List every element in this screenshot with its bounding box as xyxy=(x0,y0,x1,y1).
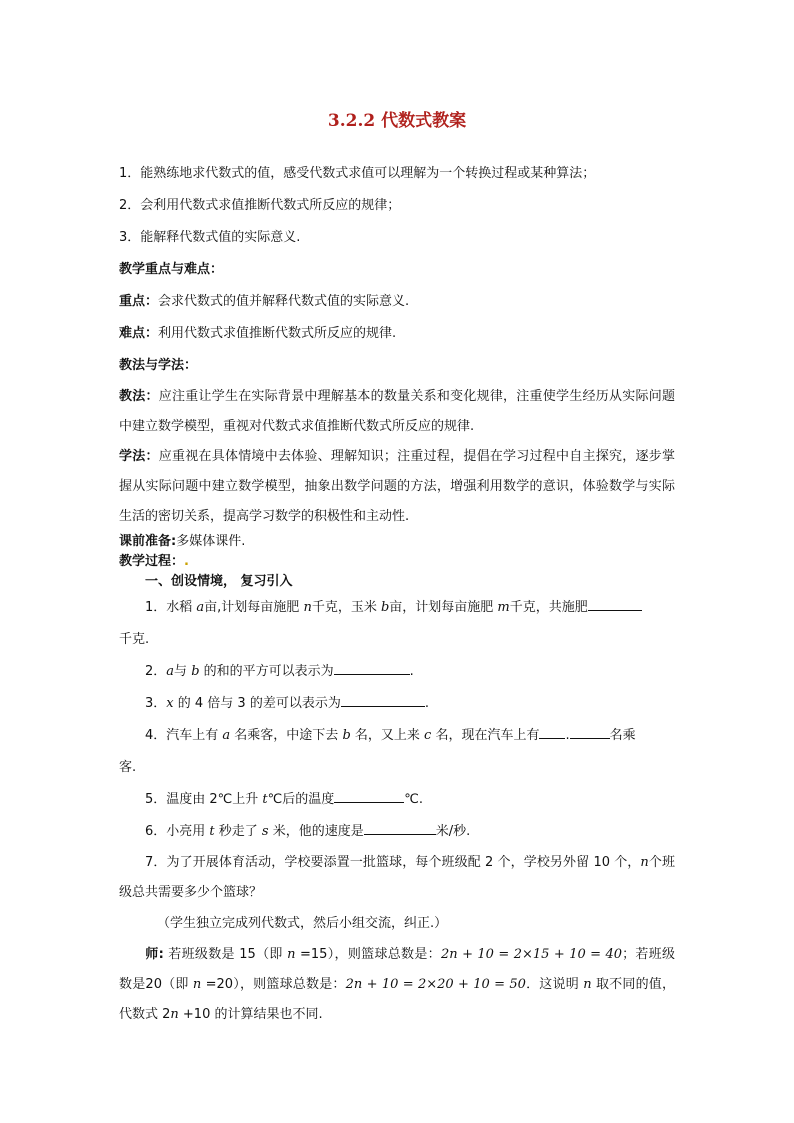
section-1-heading: 一、创设情境， 复习引入 xyxy=(145,574,293,589)
difficulty-label: 难点： xyxy=(119,326,159,341)
answer-blank-4a[interactable] xyxy=(539,726,565,739)
question-3: 3．x 的 4 倍与 3 的差可以表示为 . xyxy=(145,696,429,711)
equation-1: 2n + 10 = 2×15 + 10 = 40 xyxy=(440,947,623,962)
teaching-process-dot: . xyxy=(184,554,189,569)
student-note: （学生独立完成列代数式，然后小组交流，纠正.） xyxy=(157,916,448,931)
question-4-continued: 客. xyxy=(119,760,137,775)
equation-2: 2n + 10 = 2×20 + 10 = 50 xyxy=(345,977,526,992)
learning-method-label: 学法： xyxy=(119,449,159,464)
answer-blank-2[interactable] xyxy=(334,662,410,675)
answer-blank-4b[interactable] xyxy=(570,726,610,739)
question-4: 4．汽车上有 a 名乘客，中途下去 b 名，又上来 c 名，现在汽车上有 . 名乘 xyxy=(145,728,636,743)
question-2: 2．a与 b 的和的平方可以表示为 . xyxy=(145,664,414,679)
question-6: 6．小亮用 t 秒走了 s 米，他的速度是 米/秒. xyxy=(145,824,471,839)
answer-blank-3[interactable] xyxy=(341,694,425,707)
key-point-text: 会求代数式的值并解释代数式值的实际意义. xyxy=(158,294,410,309)
class-prep-text: 多媒体课件. xyxy=(176,534,246,549)
focus-heading: 教学重点与难点： xyxy=(119,262,224,277)
question-7: 7．为了开展体育活动，学校要添置一批篮球，每个班级配 2 个，学校另外留 10 个，n个班级总共需要多少个篮球？ xyxy=(119,855,675,900)
learning-method xyxy=(119,442,675,532)
teaching-process xyxy=(119,552,675,572)
page-title: 3.2.2 代数式教案 xyxy=(327,111,467,131)
question-5: 5．温度由 2℃上升 t℃后的温度 ℃. xyxy=(145,792,423,807)
difficulty-text: 利用代数式求值推断代数式所反应的规律. xyxy=(158,326,397,341)
objective-2: 2．会利用代数式求值推断代数式所反应的规律； xyxy=(119,198,401,213)
difficulty-point xyxy=(119,318,675,350)
objective-3: 3．能解释代数式值的实际意义. xyxy=(119,230,301,245)
teaching-method xyxy=(119,382,675,442)
key-point-label: 重点： xyxy=(119,294,159,309)
document-body xyxy=(119,158,675,1030)
class-prep-label: 课前准备: xyxy=(119,534,177,549)
teaching-method-label: 教法： xyxy=(119,389,159,404)
teacher-label: 师: xyxy=(145,947,164,962)
teacher-explanation: 师: 若班级数是 15（即 n =15），则篮球总数是：2n + 10 = 2×15 + 10 = 40；若班级数是20（即 n =20），则篮球总数是：2n + 10 = 2×20 + 10 = 50．这说明 n 取不同的值，代数式 2n +10 的计算结果也不同. xyxy=(119,947,675,1022)
answer-blank-1[interactable] xyxy=(588,598,642,611)
answer-blank-6[interactable] xyxy=(364,822,436,835)
class-prep xyxy=(119,532,675,552)
key-point xyxy=(119,286,675,318)
answer-blank-5[interactable] xyxy=(334,790,404,803)
objective-1: 1．能熟练地求代数式的值，感受代数式求值可以理解为一个转换过程或某种算法； xyxy=(119,166,596,181)
question-1-continued: 千克. xyxy=(119,632,150,647)
learning-method-text: 应重视在具体情境中去体验、理解知识；注重过程，提倡在学习过程中自主探究，逐步掌握从实际问题中建立数学模型，抽象出数学问题的方法，增强利用数学的意识，体验数学与实际生活的密切关系，提高学习数学的积极性和主动性. xyxy=(119,449,675,524)
methods-heading: 教法与学法： xyxy=(119,358,198,373)
teaching-process-label: 教学过程： xyxy=(119,554,185,569)
teaching-method-text: 应注重让学生在实际背景中理解基本的数量关系和变化规律，注重使学生经历从实际问题中建立数学模型，重视对代数式求值推断代数式所反应的规律. xyxy=(119,389,675,434)
question-1: 1．水稻 a亩,计划每亩施肥 n千克，玉米 b亩，计划每亩施肥 m千克，共施肥 xyxy=(119,592,675,624)
